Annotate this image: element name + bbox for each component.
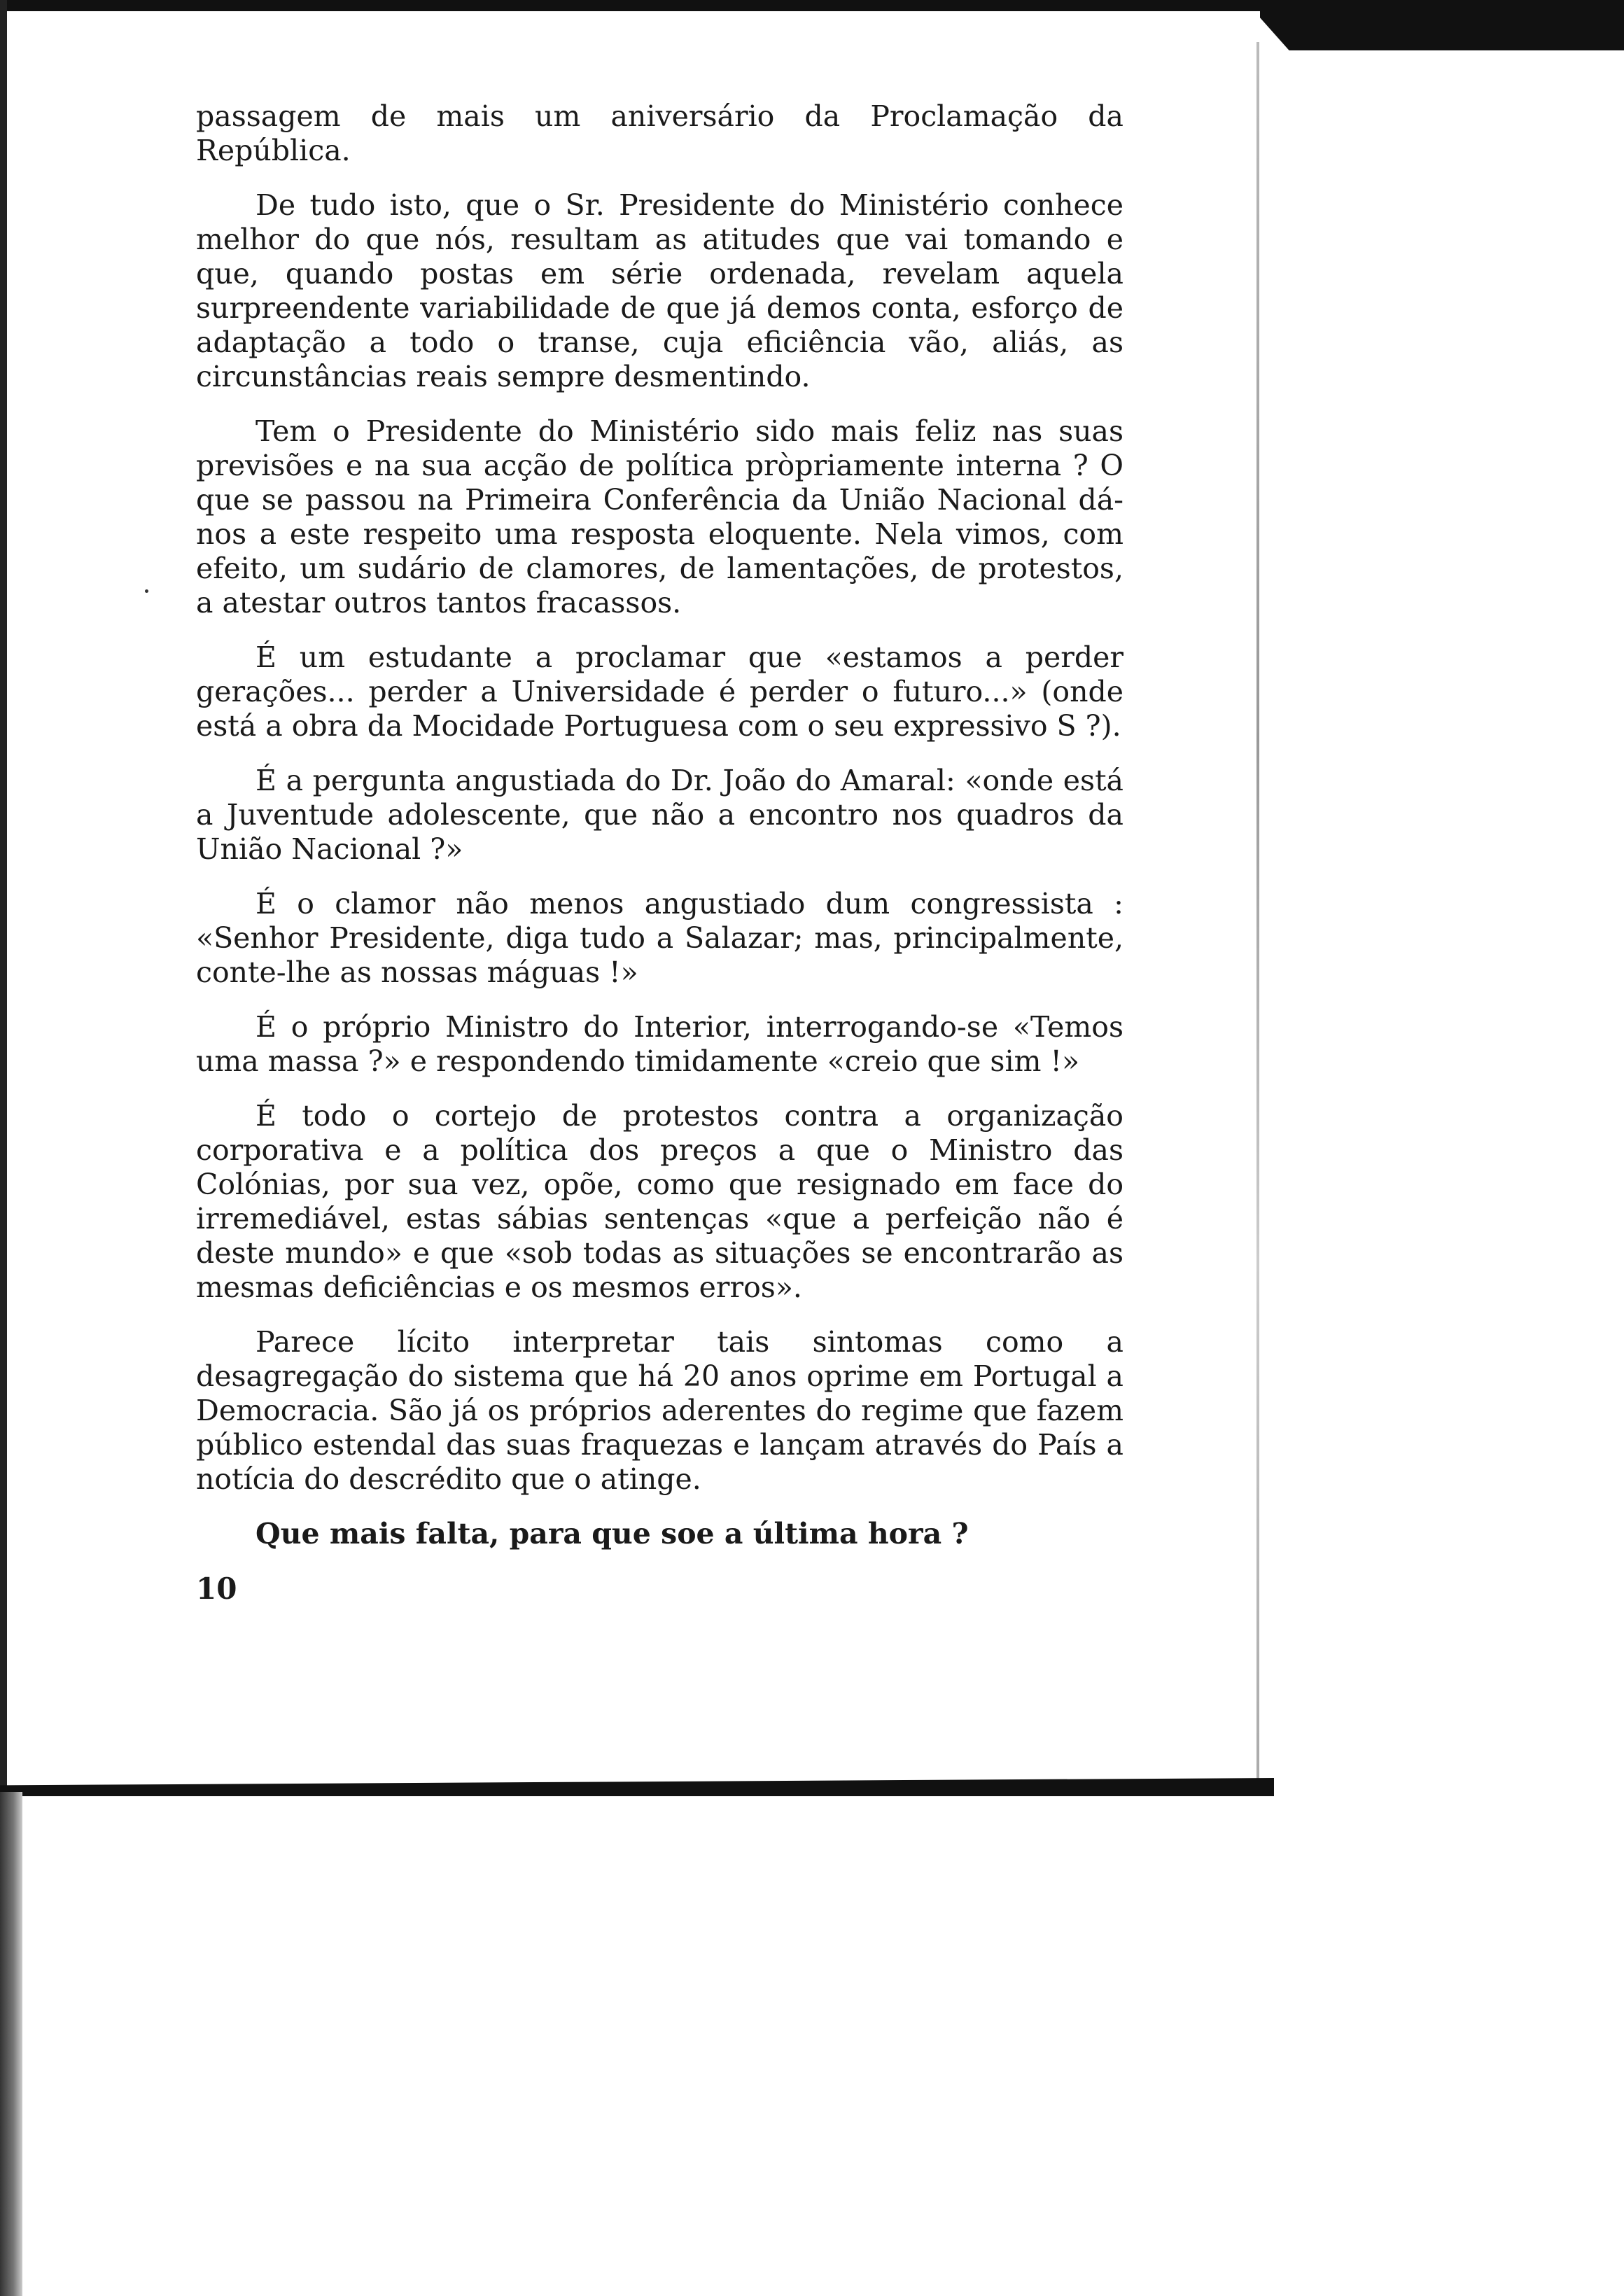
paragraph-6: É o clamor não menos angustiado dum congressista : «Senhor Presidente, diga tudo a Salazar; mas, principalmente, conte-lhe as nossas máguas !» — [196, 887, 1124, 989]
page-body-text — [196, 99, 1124, 1551]
paragraph-7: É o próprio Ministro do Interior, interrogando-se «Temos uma massa ?» e respondendo timidamente «creio que sim !» — [196, 1010, 1124, 1078]
paragraph-3: Tem o Presidente do Ministério sido mais feliz nas suas previsões e na sua acção de política pròpriamente interna ? O que se passou na Primeira Conferência da União Nacional dá-nos a este respeito uma resposta eloquente. Nela vimos, com efeito, um sudário de clamores, de lamentações, de protestos, a atestar outros tantos fracassos. — [196, 414, 1124, 620]
paragraph-2: De tudo isto, que o Sr. Presidente do Ministério conhece melhor do que nós, resultam as atitudes que vai tomando e que, quando postas em série ordenada, revelam aquela surpreendente variabilidade de que já demos conta, esforço de adaptação a todo o transe, cuja eficiência vão, aliás, as circunstâncias reais sempre desmentindo. — [196, 188, 1124, 393]
paragraph-9: Parece lícito interpretar tais sintomas como a desagregação do sistema que há 20 anos oprime em Portugal a Democracia. São já os próprios aderentes do regime que fazem público estendal das suas fraquezas e lançam através do País a notícia do descrédito que o atinge. — [196, 1325, 1124, 1496]
scan-bottom-band — [0, 1778, 1274, 1796]
paragraph-4: É um estudante a proclamar que «estamos a perder gerações... perder a Universidade é perder o futuro...» (onde está a obra da Mocidade Portuguesa com o seu expressivo S ?). — [196, 640, 1124, 743]
paragraph-5: É a pergunta angustiada do Dr. João do Amaral: «onde está a Juventude adolescente, que não a encontro nos quadros da União Nacional ?» — [196, 764, 1124, 866]
paragraph-8: É todo o cortejo de protestos contra a organização corporativa e a política dos preços a que o Ministro das Colónias, por sua vez, opõe, como que resignado em face do irremediável, estas sábias sentenças «que a perfeição não é deste mundo» e que «sob todas as situações se encontrarão as mesmas deficiências e os mesmos erros». — [196, 1099, 1124, 1304]
page-number: 10 — [196, 1572, 237, 1606]
paragraph-1: passagem de mais um aniversário da Proclamação da República. — [196, 99, 1124, 167]
paragraph-10-closing-question: Que mais falta, para que soe a última hora ? — [255, 1517, 969, 1550]
stray-ink-mark — [145, 589, 148, 593]
scan-page-edge-line — [1256, 42, 1259, 1785]
scan-bottom-left-shadow — [0, 1792, 22, 2296]
scan-top-right-shadow — [1260, 0, 1624, 50]
